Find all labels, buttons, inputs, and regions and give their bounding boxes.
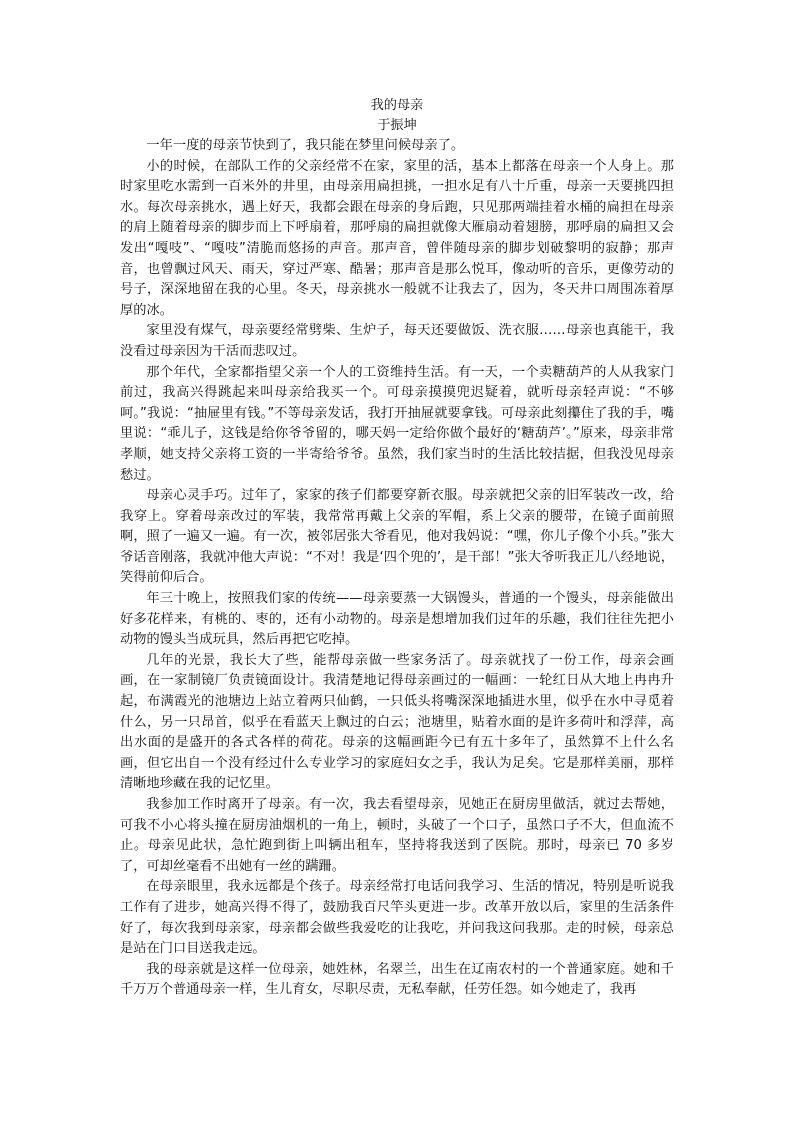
article-author: 于振坤: [377, 118, 417, 133]
article-body: [120, 96, 674, 1001]
paragraph-7: 几年的光景，我长大了些，能帮母亲做一些家务活了。母亲就找了一份工作，母亲会画画，在一家制镜厂负责镜面设计。我清楚地记得母亲画过的一幅画：一轮红日从大地上冉冉升起，布满霞光的池塘边上站立着两只仙鹤，一只低头将嘴深深地插进水里，似乎在水中寻觅着什么，另一只昂首，似乎在看蓝天上飘过的白云；池塘里，贴着水面的是许多荷叶和浮萍，高出水面的是盛开的各式各样的荷花。母亲的这幅画距今已有五十多年了，虽然算不上什么名画，但它出自一个没有经过什么专业学习的家庭妇女之手，我认为足矣。它是那样美丽，那样清晰地珍藏在我的记忆里。: [120, 652, 674, 792]
paragraph-8: 我参加工作时离开了母亲。有一次，我去看望母亲，见她正在厨房里做活，就过去帮她，可我不小心将头撞在厨房油烟机的一角上，顿时，头破了一个口子，虽然口子不大，但血流不止。母亲见此状，急忙跑到街上叫辆出租车，坚持将我送到了医院。那时，母亲已 70 多岁了，可却丝毫看不出她有一丝的蹒跚。: [120, 797, 674, 874]
paragraph-10: 我的母亲就是这样一位母亲，她姓林，名翠兰，出生在辽南农村的一个普通家庭。她和千千万万个普通母亲一样，生儿育女，尽职尽责，无私奉献，任劳任怨。如今她走了，我再: [120, 961, 674, 998]
paragraph-4: 那个年代，全家都指望父亲一个人的工资维持生活。有一天，一个卖糖葫芦的人从我家门前过，我高兴得跳起来叫母亲给我买一个。可母亲摸摸兜迟疑着，就听母亲轻声说：“不够呵。”我说：“抽屉里有钱。”不等母亲发话，我打开抽屉就要拿钱。可母亲此刻攥住了我的手，嘴里说：“乖儿子，这钱是给你爷爷留的，哪天妈一定给你做个最好的‘糖葫芦’。”原来，母亲非常孝顺，她支持父亲将工资的一半寄给爷爷。虽然，我们家当时的生活比较拮据，但我没见母亲愁过。: [120, 364, 674, 483]
paragraph-6: 年三十晚上，按照我们家的传统——母亲要蒸一大锅馒头，普通的一个馒头，母亲能做出好多花样来，有桃的、枣的，还有小动物的。母亲是想增加我们过年的乐趣，我们往往先把小动物的馒头当成玩具，然后再把它吃掉。: [120, 591, 674, 648]
article-title: 我的母亲: [370, 98, 424, 113]
paragraph-2: 小的时候，在部队工作的父亲经常不在家，家里的活，基本上都落在母亲一个人身上。那时家里吃水需到一百米外的井里，由母亲用扁担挑，一担水足有八十斤重，母亲一天要挑四担水。每次母亲挑水，遇上好天，我都会跟在母亲的身后跑，只见那两端挂着水桶的扁担在母亲的肩上随着母亲的脚步而上下呼扇着，那呼扇的扁担就像大雁扇动着翅膀，那呼扇的扁担又会发出“嘎吱”、“嘎吱”清脆而悠扬的声音。那声音，曾伴随母亲的脚步划破黎明的寂静；那声音，也曾飘过风天、雨天，穿过严寒、酷暑；那声音是那么悦耳，像动听的音乐，更像劳动的号子，深深地留在我的心里。冬天，母亲挑水一般就不让我去了，因为，冬天井口周围冻着厚厚的冰。: [120, 158, 674, 318]
paragraph-5: 母亲心灵手巧。过年了，家家的孩子们都要穿新衣服。母亲就把父亲的旧军装改一改，给我穿上。穿着母亲改过的军装，我常常再戴上父亲的军帽，系上父亲的腰带，在镜子面前照啊，照了一遍又一遍。有一次，被邻居张大爷看见，他对我妈说：“嘿，你儿子像个小兵。”张大爷话音刚落，我就冲他大声说：“不对！我是‘四个兜的’，是干部！”张大爷听我正儿八经地说，笑得前仰后合。: [120, 488, 674, 586]
paragraph-1: 一年一度的母亲节快到了，我只能在梦里问候母亲了。: [146, 138, 465, 153]
paragraph-3: 家里没有煤气，母亲要经常劈柴、生炉子，每天还要做饭、洗衣服……母亲也真能干，我没看过母亲因为干活而悲叹过。: [120, 323, 674, 359]
paragraph-9: 在母亲眼里，我永远都是个孩子。母亲经常打电话问我学习、生活的情况，特别是听说我工作有了进步，她高兴得不得了，鼓励我百尺竿头更进一步。改革开放以后，家里的生活条件好了，每次我到母亲家，母亲都会做些我爱吃的让我吃，并问我这问我那。走的时候，母亲总是站在门口目送我走远。: [120, 879, 674, 957]
